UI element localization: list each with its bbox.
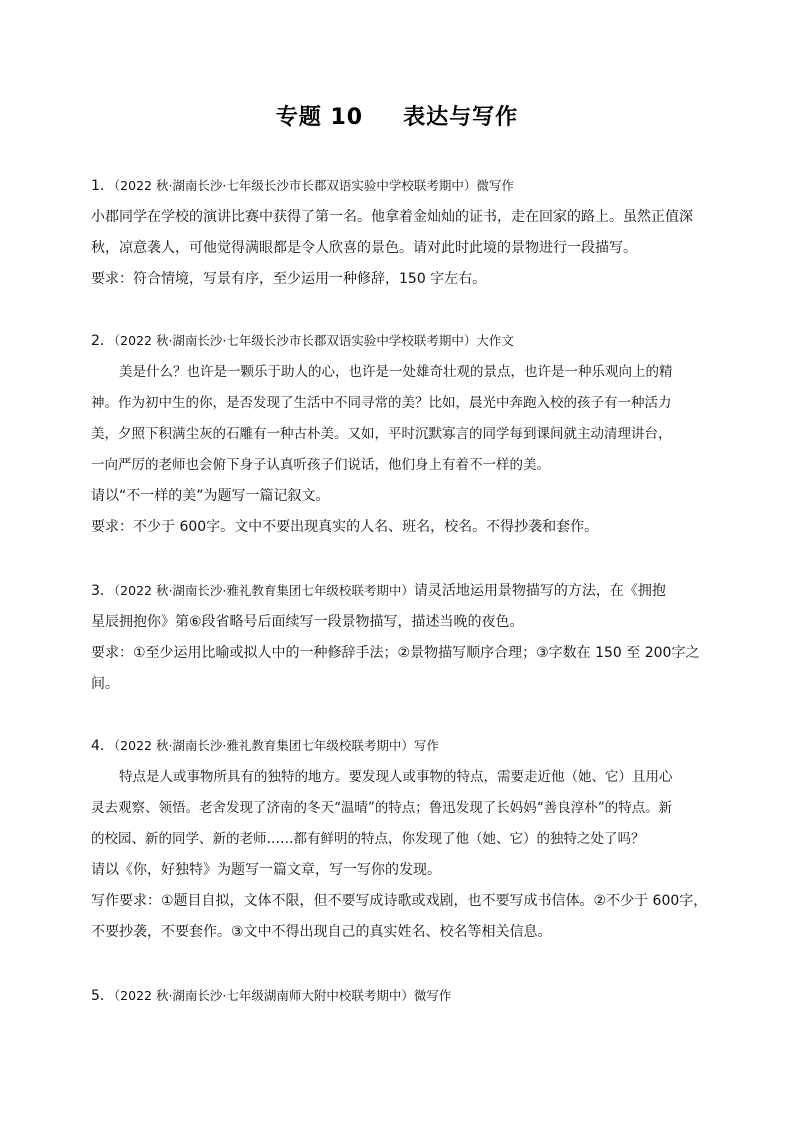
passage-line: 美，夕照下积满尘灰的石雕有一种古朴美。又如，平时沉默寡言的同学每到课间就主动清理讲台，	[91, 426, 672, 442]
question-requirement: 要求：①至少运用比喻或拟人中的一种修辞手法；②景物描写顺序合理；③字数在 150 至 200字之	[91, 645, 700, 661]
question-requirement: 要求：不少于 600字。文中不要出现真实的人名、班名，校名。不得抄袭和套作。	[91, 519, 599, 535]
question-number: 4．	[91, 738, 114, 754]
question-text-start: 请灵活地运用景物描写的方法，在《拥抱	[413, 583, 666, 599]
question-requirement: 写作要求：①题目自拟，文体不限，但不要写成诗歌或戏剧，也不要写成书信体。②不少于 600字，	[91, 893, 708, 909]
question-3	[91, 575, 703, 700]
question-2	[91, 325, 703, 543]
question-requirement: 不要抄袭，不要套作。③文中不得出现自己的真实姓名、校名等相关信息。	[91, 924, 552, 940]
title-topic-name: 表达与写作	[403, 105, 519, 130]
passage-line: 灵去观察、领悟。老舍发现了济南的冬天“温晴”的特点；鲁迅发现了长妈妈“善良淳朴”的特点。新	[91, 800, 673, 816]
question-requirement: 间。	[91, 676, 119, 692]
question-prompt: 请以《你，好独特》为题写一篇文章，写一写你的发现。	[91, 862, 441, 878]
question-1	[91, 170, 703, 295]
question-number: 5．	[91, 988, 114, 1004]
page-title	[0, 100, 794, 131]
question-4	[91, 730, 708, 948]
question-header	[91, 980, 703, 1012]
question-number: 2．	[91, 333, 114, 349]
question-source: （2022 秋·湖南长沙·七年级湖南师大附中校联考期中）微写作	[113, 988, 452, 1003]
passage-line: 特点是人或事物所具有的独特的地方。要发现人或事物的特点，需要走近他（她、它）且用心	[119, 769, 673, 785]
question-source: （2022 秋·湖南长沙·七年级长沙市长郡双语实验中学校联考期中）微写作	[113, 178, 514, 193]
question-header	[91, 325, 703, 357]
question-header	[91, 575, 703, 607]
question-text-line: 小郡同学在学校的演讲比赛中获得了第一名。他拿着金灿灿的证书，走在回家的路上。虽然正值深	[91, 209, 693, 225]
question-requirement: 要求：符合情境，写景有序，至少运用一种修辞，150 字左右。	[91, 271, 487, 287]
question-header	[91, 170, 703, 202]
question-5	[91, 980, 703, 1012]
title-topic-number: 专题 10	[275, 105, 364, 130]
question-text-line: 星辰拥抱你》第⑥段省略号后面续写一段景物描写，描述当晚的夜色。	[91, 614, 524, 630]
passage-line: 神。作为初中生的你，是否发现了生活中不同寻常的美？比如，晨光中奔跑入校的孩子有一种活力	[91, 395, 672, 411]
question-prompt: 请以“不一样的美”为题写一篇记叙文。	[91, 488, 330, 504]
passage-line: 的校园、新的同学、新的老师……都有鲜明的特点，你发现了他（她、它）的独特之处了吗？	[91, 831, 645, 847]
passage-line: 一向严厉的老师也会俯下身子认真听孩子们说话，他们身上有着不一样的美。	[91, 457, 550, 473]
question-source: （2022 秋·湖南长沙·雅礼教育集团七年级校联考期中）写作	[113, 738, 439, 753]
question-header	[91, 730, 703, 762]
question-text-line: 秋，凉意袭人，可他觉得满眼都是令人欣喜的景色。请对此时此境的景物进行一段描写。	[91, 240, 637, 256]
question-source: （2022 秋·湖南长沙·雅礼教育集团七年级校联考期中）	[113, 583, 414, 598]
passage-line: 美是什么？也许是一颗乐于助人的心，也许是一处雄奇壮观的景点，也许是一种乐观向上的精	[119, 364, 673, 380]
question-number: 1．	[91, 178, 114, 194]
question-source: （2022 秋·湖南长沙·七年级长沙市长郡双语实验中学校联考期中）大作文	[113, 333, 514, 348]
question-number: 3．	[91, 583, 114, 599]
